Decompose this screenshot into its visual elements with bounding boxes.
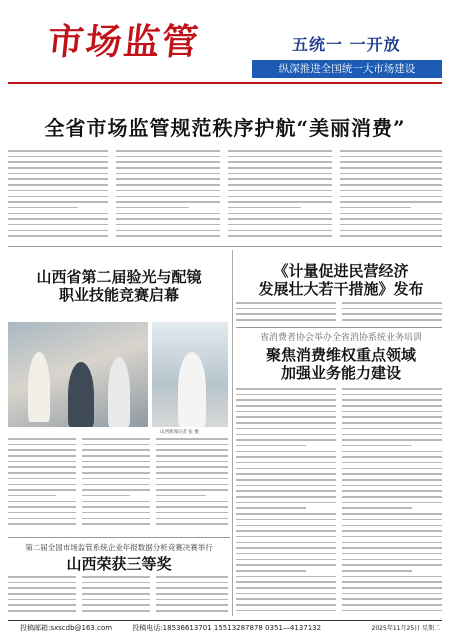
text-line xyxy=(236,530,336,532)
text-line xyxy=(228,167,332,169)
text-line xyxy=(116,196,220,198)
text-line xyxy=(116,201,220,203)
text-line xyxy=(236,405,336,407)
text-line xyxy=(156,489,228,491)
text-line xyxy=(342,525,442,527)
text-line xyxy=(236,302,336,304)
text-line xyxy=(116,173,220,175)
text-line xyxy=(236,502,336,504)
text-line xyxy=(82,587,150,589)
story-award-title: 山西荣获三等奖 xyxy=(66,555,172,573)
text-line xyxy=(342,610,442,612)
text-line xyxy=(342,445,412,447)
text-line xyxy=(82,512,150,514)
text-line xyxy=(342,513,442,515)
text-line xyxy=(236,513,336,515)
text-line xyxy=(236,422,336,424)
text-line xyxy=(8,478,76,480)
text-line xyxy=(116,161,220,163)
text-line xyxy=(8,438,76,440)
text-line xyxy=(236,576,336,578)
text-line xyxy=(342,405,442,407)
text-line xyxy=(156,438,228,440)
text-line xyxy=(236,485,336,487)
text-line xyxy=(236,434,336,436)
photo-caption: 山西新闻记者 张 摄 xyxy=(160,430,199,435)
text-line xyxy=(236,525,336,527)
text-line xyxy=(116,150,220,152)
lead-body-col2 xyxy=(116,150,220,242)
text-line xyxy=(82,604,150,606)
text-line xyxy=(340,178,442,180)
text-line xyxy=(340,235,442,237)
text-line xyxy=(340,173,442,175)
text-line xyxy=(342,587,442,589)
text-line xyxy=(342,302,442,304)
text-line xyxy=(8,449,76,451)
text-line xyxy=(156,478,228,480)
text-line xyxy=(236,536,336,538)
text-line xyxy=(82,478,150,480)
text-line xyxy=(156,512,228,514)
story-award-body-col2 xyxy=(82,576,150,616)
text-line xyxy=(156,444,228,446)
text-line xyxy=(156,610,228,612)
text-line xyxy=(342,576,442,578)
story-consumer-title-line2: 加强业务能力建设 xyxy=(280,364,401,382)
text-line xyxy=(82,506,150,508)
text-line xyxy=(340,218,442,220)
text-line xyxy=(236,507,306,509)
text-line xyxy=(342,416,442,418)
text-line xyxy=(236,610,336,612)
text-line xyxy=(228,178,332,180)
text-line xyxy=(342,598,442,600)
story-award-body-col1 xyxy=(8,576,76,616)
text-line xyxy=(8,213,108,215)
text-line xyxy=(342,502,442,504)
text-line xyxy=(8,235,108,237)
masthead-logo: 市场监管 xyxy=(45,21,202,63)
text-line xyxy=(228,173,332,175)
text-line xyxy=(8,201,108,203)
text-line xyxy=(236,519,336,521)
footer-date: 2025年11月25日 星期二 xyxy=(371,625,440,632)
competition-photo-main xyxy=(8,322,148,427)
story-consumer-title xyxy=(236,346,446,382)
story-skills-body-col1 xyxy=(8,438,76,534)
text-line xyxy=(340,207,411,209)
text-line xyxy=(116,167,220,169)
text-line xyxy=(236,496,336,498)
text-line xyxy=(342,439,442,441)
lead-headline: 全省市场监管规范秩序护航“美丽消费” xyxy=(44,116,406,140)
text-line xyxy=(82,495,130,497)
text-line xyxy=(236,559,336,561)
text-line xyxy=(8,604,76,606)
text-line xyxy=(228,196,332,198)
text-line xyxy=(236,547,336,549)
text-line xyxy=(8,523,76,525)
text-line xyxy=(342,411,442,413)
story-skills-title-line1: 山西省第二届验光与配镜 xyxy=(36,268,202,286)
text-line xyxy=(340,230,442,232)
story-skills-body-col3 xyxy=(156,438,228,534)
text-line xyxy=(156,593,228,595)
text-line xyxy=(342,496,442,498)
text-line xyxy=(236,439,336,441)
text-line xyxy=(82,438,150,440)
text-line xyxy=(342,593,442,595)
text-line xyxy=(342,530,442,532)
footer-divider xyxy=(8,620,442,621)
text-line xyxy=(236,564,336,566)
text-line xyxy=(116,184,220,186)
text-line xyxy=(156,604,228,606)
text-line xyxy=(156,466,228,468)
text-line xyxy=(236,598,336,600)
text-line xyxy=(116,224,220,226)
section-divider xyxy=(8,246,442,247)
section-divider-right xyxy=(236,327,442,328)
text-line xyxy=(342,394,442,396)
text-line xyxy=(8,518,76,520)
text-line xyxy=(342,479,442,481)
text-line xyxy=(228,207,301,209)
text-line xyxy=(8,576,76,578)
text-line xyxy=(156,461,228,463)
text-line xyxy=(116,190,220,192)
section-divider-left xyxy=(8,537,230,538)
text-line xyxy=(236,587,336,589)
text-line xyxy=(8,489,76,491)
text-line xyxy=(342,434,442,436)
text-line xyxy=(82,455,150,457)
text-line xyxy=(342,319,442,321)
story-consumer-title-line1: 聚焦消费维权重点领域 xyxy=(265,346,416,364)
text-line xyxy=(8,150,108,152)
masthead-divider xyxy=(8,82,442,84)
story-plan-title-line1: 《计量促进民营经济 xyxy=(273,262,409,280)
text-line xyxy=(116,235,220,237)
text-line xyxy=(236,451,336,453)
text-line xyxy=(156,518,228,520)
text-line xyxy=(116,207,189,209)
text-line xyxy=(8,512,76,514)
text-line xyxy=(342,428,442,430)
text-line xyxy=(342,553,442,555)
text-line xyxy=(342,547,442,549)
text-line xyxy=(156,472,228,474)
text-line xyxy=(116,213,220,215)
text-line xyxy=(8,161,108,163)
text-line xyxy=(156,495,206,497)
text-line xyxy=(82,449,150,451)
text-line xyxy=(156,582,228,584)
story-consumer-body-col2 xyxy=(342,388,442,616)
text-line xyxy=(116,178,220,180)
text-line xyxy=(236,308,336,310)
text-line xyxy=(236,399,336,401)
text-line xyxy=(236,462,336,464)
text-line xyxy=(156,449,228,451)
text-line xyxy=(228,190,332,192)
lead-body-col1 xyxy=(8,150,108,242)
text-line xyxy=(236,411,336,413)
text-line xyxy=(342,564,442,566)
text-line xyxy=(342,308,442,310)
text-line xyxy=(82,518,150,520)
text-line xyxy=(228,161,332,163)
text-line xyxy=(8,196,108,198)
text-line xyxy=(342,507,412,509)
text-line xyxy=(236,319,336,321)
text-line xyxy=(236,570,306,572)
story-skills-title xyxy=(8,268,230,304)
text-line xyxy=(8,610,76,612)
text-line xyxy=(82,472,150,474)
story-consumer-body-col1 xyxy=(236,388,336,616)
story-award-kicker: 第二届全国市场监管系统企业年报数据分析竞赛决赛举行 xyxy=(25,543,213,552)
text-line xyxy=(342,519,442,521)
text-line xyxy=(236,468,336,470)
text-line xyxy=(116,230,220,232)
text-line xyxy=(342,581,442,583)
text-line xyxy=(342,313,442,315)
text-line xyxy=(82,501,150,503)
text-line xyxy=(82,593,150,595)
text-line xyxy=(236,593,336,595)
text-line xyxy=(236,428,336,430)
text-line xyxy=(8,472,76,474)
text-line xyxy=(340,150,442,152)
text-line xyxy=(8,224,108,226)
text-line xyxy=(156,576,228,578)
text-line xyxy=(342,570,412,572)
text-line xyxy=(8,466,76,468)
text-line xyxy=(340,224,442,226)
text-line xyxy=(342,422,442,424)
story-plan-body-col2 xyxy=(342,302,442,326)
text-line xyxy=(340,161,442,163)
text-line xyxy=(342,462,442,464)
text-line xyxy=(116,218,220,220)
text-line xyxy=(82,461,150,463)
text-line xyxy=(82,444,150,446)
text-line xyxy=(340,190,442,192)
text-line xyxy=(340,184,442,186)
text-line xyxy=(236,542,336,544)
text-line xyxy=(342,388,442,390)
text-line xyxy=(236,416,336,418)
competition-photo-side xyxy=(152,322,228,427)
text-line xyxy=(342,451,442,453)
story-plan-body-col1 xyxy=(236,302,336,326)
text-line xyxy=(340,201,442,203)
story-skills-title-line2: 职业技能竞赛启幕 xyxy=(58,286,179,304)
text-line xyxy=(228,235,332,237)
text-line xyxy=(8,495,56,497)
text-line xyxy=(8,599,76,601)
text-line xyxy=(8,207,78,209)
text-line xyxy=(340,196,442,198)
story-award-body-col3 xyxy=(156,576,228,616)
text-line xyxy=(340,156,442,158)
text-line xyxy=(342,473,442,475)
text-line xyxy=(236,604,336,606)
text-line xyxy=(236,313,336,315)
text-line xyxy=(156,506,228,508)
lead-body-col3 xyxy=(228,150,332,242)
text-line xyxy=(8,506,76,508)
text-line xyxy=(82,599,150,601)
text-line xyxy=(8,593,76,595)
text-line xyxy=(236,445,306,447)
text-line xyxy=(236,581,336,583)
text-line xyxy=(342,399,442,401)
text-line xyxy=(82,489,150,491)
text-line xyxy=(236,388,336,390)
text-line xyxy=(156,501,228,503)
text-line xyxy=(342,485,442,487)
text-line xyxy=(8,218,108,220)
story-skills-body-col2 xyxy=(82,438,150,534)
text-line xyxy=(342,536,442,538)
text-line xyxy=(156,484,228,486)
text-line xyxy=(342,604,442,606)
text-line xyxy=(236,394,336,396)
text-line xyxy=(82,582,150,584)
text-line xyxy=(82,610,150,612)
text-line xyxy=(8,167,108,169)
text-line xyxy=(8,501,76,503)
column-divider xyxy=(232,250,233,616)
footer-contacts xyxy=(20,623,339,633)
text-line xyxy=(156,455,228,457)
slogan-main: 五统一 一开放 xyxy=(292,35,401,54)
slogan-sub: 纵深推进全国统一大市场建设 xyxy=(252,60,442,78)
text-line xyxy=(342,559,442,561)
text-line xyxy=(8,184,108,186)
text-line xyxy=(156,523,228,525)
text-line xyxy=(82,484,150,486)
text-line xyxy=(340,213,442,215)
story-consumer-kicker: 省消费者协会举办全省消协系统业务培训 xyxy=(259,333,422,343)
story-plan-title-line2: 发展壮大若干措施》发布 xyxy=(258,280,424,298)
footer-email: 投稿邮箱:sxscdb@163.com xyxy=(20,624,113,632)
text-line xyxy=(236,553,336,555)
text-line xyxy=(8,230,108,232)
text-line xyxy=(8,444,76,446)
text-line xyxy=(228,201,332,203)
story-plan-title xyxy=(236,262,446,298)
text-line xyxy=(228,224,332,226)
masthead xyxy=(0,0,450,78)
text-line xyxy=(228,184,332,186)
text-line xyxy=(156,599,228,601)
footer-phone: 投稿电话:18536613701 15513287878 0351—4137132 xyxy=(132,624,322,632)
text-line xyxy=(8,484,76,486)
text-line xyxy=(236,490,336,492)
text-line xyxy=(8,190,108,192)
text-line xyxy=(82,523,150,525)
lead-body-col4 xyxy=(340,150,442,242)
text-line xyxy=(82,466,150,468)
text-line xyxy=(8,582,76,584)
text-line xyxy=(8,178,108,180)
text-line xyxy=(342,456,442,458)
text-line xyxy=(236,479,336,481)
text-line xyxy=(82,576,150,578)
text-line xyxy=(236,473,336,475)
text-line xyxy=(8,587,76,589)
text-line xyxy=(342,490,442,492)
text-line xyxy=(342,468,442,470)
text-line xyxy=(228,213,332,215)
text-line xyxy=(228,150,332,152)
text-line xyxy=(8,455,76,457)
text-line xyxy=(228,218,332,220)
text-line xyxy=(8,461,76,463)
text-line xyxy=(8,156,108,158)
text-line xyxy=(228,156,332,158)
text-line xyxy=(236,456,336,458)
text-line xyxy=(116,156,220,158)
text-line xyxy=(228,230,332,232)
text-line xyxy=(8,173,108,175)
text-line xyxy=(340,167,442,169)
text-line xyxy=(156,587,228,589)
text-line xyxy=(342,542,442,544)
